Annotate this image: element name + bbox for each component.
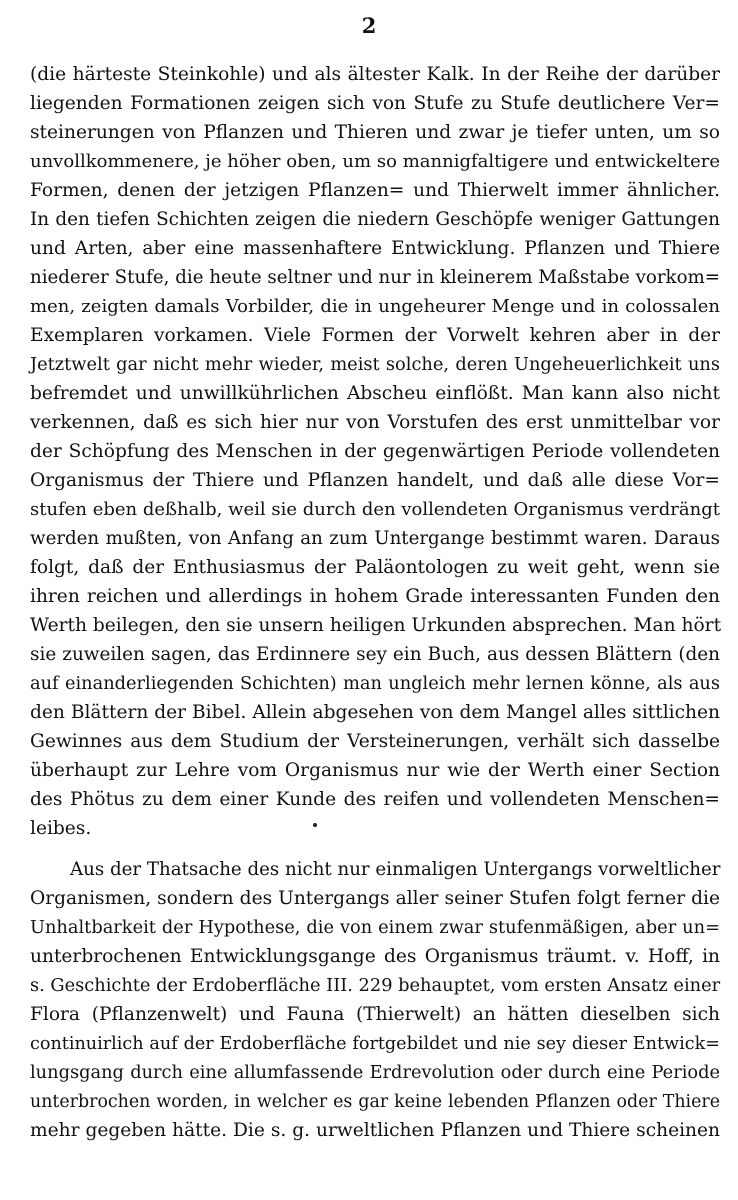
paragraph-1-line-15: Organismus der Thiere und Pflanzen handelt, und daß alle diese Vor=: [30, 470, 720, 491]
paragraph-2-line-10: mehr gegeben hätte. Die s. g. urweltlichen Pflanzen und Thiere scheinen: [30, 1120, 720, 1141]
paragraph-1-line-14: der Schöpfung des Menschen in der gegenwärtigen Periode vollendeten: [30, 441, 720, 462]
paragraph-1-line-2: liegenden Formationen zeigen sich von Stufe zu Stufe deutlichere Ver=: [30, 93, 720, 114]
paragraph-2-line-9: unterbrochen worden, in welcher es gar keine lebenden Pflanzen oder Thiere: [30, 1092, 720, 1112]
paragraph-1-line-24: Gewinnes aus dem Studium der Versteinerungen, verhält sich dasselbe: [30, 731, 720, 752]
ink-speck: [313, 823, 317, 827]
paragraph-1-line-16: stufen eben deßhalb, weil sie durch den vollendeten Organismus verdrängt: [30, 499, 720, 520]
paragraph-1-line-26: des Phötus zu dem einer Kunde des reifen und vollendeten Menschen=: [30, 789, 720, 810]
paragraph-2-line-6: Flora (Pflanzenwelt) und Fauna (Thierwelt) an hätten dieselben sich: [30, 1004, 720, 1025]
paragraph-1-line-11: Jetztwelt gar nicht mehr wieder, meist solche, deren Ungeheuerlichkeit uns: [30, 354, 720, 375]
paragraph-1-line-6: In den tiefen Schichten zeigen die niedern Geschöpfe weniger Gattungen: [30, 209, 720, 230]
paragraph-1-line-4: unvollkommenere, je höher oben, um so mannigfaltigere und entwickeltere: [30, 151, 720, 172]
paragraph-1-line-25: überhaupt zur Lehre vom Organismus nur wie der Werth einer Section: [30, 760, 720, 781]
paragraph-1-line-23: den Blättern der Bibel. Allein abgesehen von dem Mangel alles sittlichen: [30, 702, 720, 723]
paragraph-2-line-2: Organismen, sondern des Untergangs aller seiner Stufen folgt ferner die: [30, 888, 720, 909]
paragraph-1-line-21: sie zuweilen sagen, das Erdinnere sey ein Buch, aus dessen Blättern (den: [30, 644, 720, 665]
paragraph-1-line-19: ihren reichen und allerdings in hohem Grade interessanten Funden den: [30, 586, 720, 607]
paragraph-1-line-3: steinerungen von Pflanzen und Thieren und zwar je tiefer unten, um so: [30, 122, 720, 143]
paragraph-2-line-7: continuirlich auf der Erdoberfläche fortgebildet und nie sey dieser Entwick=: [30, 1034, 720, 1054]
paragraph-1-line-13: verkennen, daß es sich hier nur von Vorstufen des erst unmittelbar vor: [30, 412, 720, 433]
paragraph-1-line-9: men, zeigten damals Vorbilder, die in ungeheurer Menge und in colossalen: [30, 296, 720, 317]
paragraph-1-line-22: auf einanderliegenden Schichten) man ungleich mehr lernen könne, als aus: [30, 673, 720, 694]
paragraph-1-line-8: niederer Stufe, die heute seltner und nur in kleinerem Maßstabe vorkom=: [30, 267, 720, 288]
paragraph-1-line-27: leibes.: [30, 818, 92, 839]
paragraph-2-line-8: lungsgang durch eine allumfassende Erdrevolution oder durch eine Periode: [30, 1062, 720, 1083]
paragraph-1-line-10: Exemplaren vorkamen. Viele Formen der Vorwelt kehren aber in der: [30, 325, 720, 346]
paragraph-1-line-12: befremdet und unwillkührlichen Abscheu einflößt. Man kann also nicht: [30, 383, 720, 404]
paragraph-1-line-7: und Arten, aber eine massenhaftere Entwicklung. Pflanzen und Thiere: [30, 238, 720, 259]
page-number: 2: [361, 13, 377, 38]
paragraph-2-line-1: Aus der Thatsache des nicht nur einmaligen Untergangs vorweltlicher: [70, 859, 721, 880]
paragraph-1-line-1: (die härteste Steinkohle) und als ältester Kalk. In der Reihe der darüber: [30, 64, 720, 85]
paragraph-2-line-5: s. Geschichte der Erdoberfläche III. 229 behauptet, vom ersten Ansatz einer: [30, 975, 721, 996]
paragraph-2-line-3: Unhaltbarkeit der Hypothese, die von einem zwar stufenmäßigen, aber un=: [30, 917, 720, 938]
paragraph-2-line-4: unterbrochenen Entwicklungsgange des Organismus träumt. v. Hoff, in: [30, 946, 720, 967]
paragraph-1-line-5: Formen, denen der jetzigen Pflanzen= und Thierwelt immer ähnlicher.: [30, 180, 720, 201]
paragraph-1-line-17: werden mußten, von Anfang an zum Untergange bestimmt waren. Daraus: [30, 528, 720, 549]
paragraph-1-line-20: Werth beilegen, den sie unsern heiligen Urkunden absprechen. Man hört: [30, 615, 722, 636]
paragraph-1-line-18: folgt, daß der Enthusiasmus der Paläontologen zu weit geht, wenn sie: [30, 557, 720, 578]
